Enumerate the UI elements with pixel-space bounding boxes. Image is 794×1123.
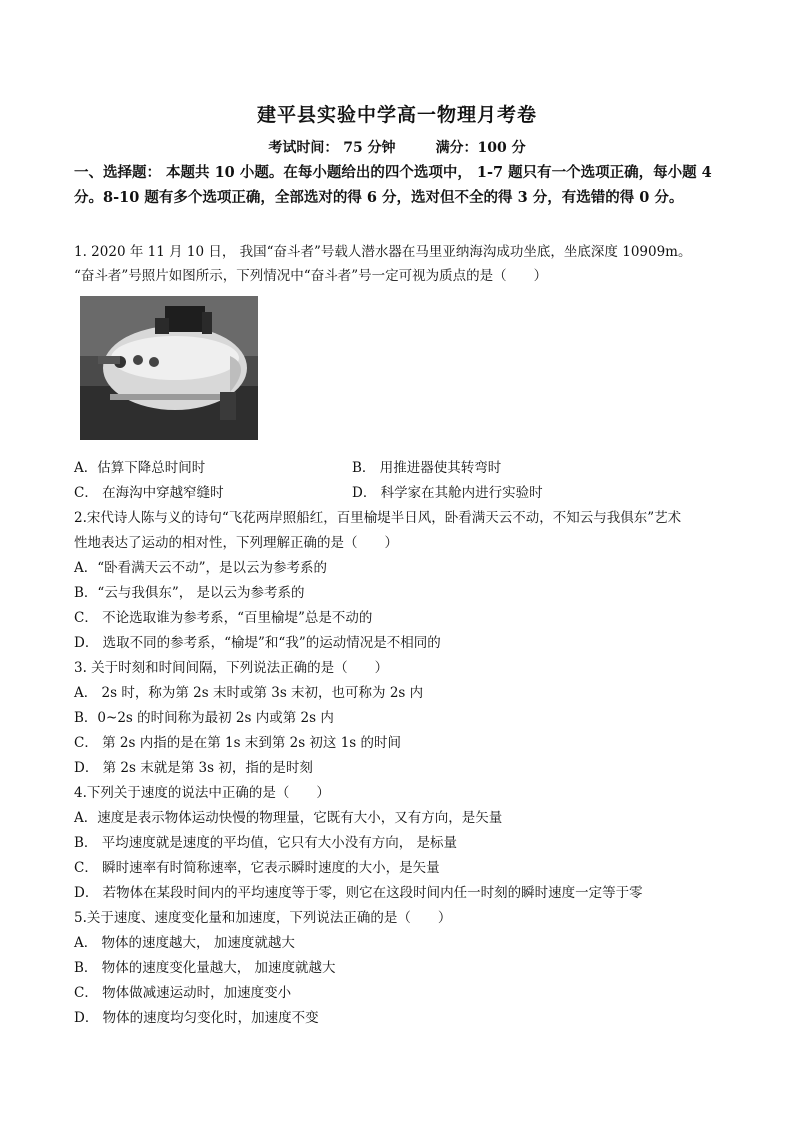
exam-time: 考试时间： 75 分钟 xyxy=(268,140,396,156)
q4-option-a: A．速度是表示物体运动快慢的物理量，它既有大小，又有方向，是矢量 xyxy=(74,810,503,826)
q3-option-d: D． 第 2s 末就是第 3s 初，指的是时刻 xyxy=(74,760,313,776)
q5-option-a: A． 物体的速度越大， 加速度就越大 xyxy=(74,935,295,951)
q5-stem-line-1: 5.关于速度、速度变化量和加速度，下列说法正确的是（ ） xyxy=(74,910,452,926)
q1-option-a: A．估算下降总时间时 xyxy=(74,460,206,476)
q1-option-b: B． 用推进器使其转弯时 xyxy=(352,460,502,476)
q2-stem-line-2: 性地表达了运动的相对性，下列理解正确的是（ ） xyxy=(74,535,398,551)
q2-option-b: B．“云与我俱东”， 是以云为参考系的 xyxy=(74,585,305,601)
q2-option-d: D． 选取不同的参考系，“榆堤”和“我”的运动情况是不相同的 xyxy=(74,635,441,651)
q2-option-a: A．“卧看满天云不动”，是以云为参考系的 xyxy=(74,560,328,576)
section-heading: 一、选择题： 本题共 10 小题。在每小题给出的四个选项中， 1-7 题只有一个选项正确，每小题 4 分。8-10 题有多个选项正确，全部选对的得 6 分，选对但不全的得 3 分，有选错的得 0 分。 xyxy=(74,164,712,206)
full-score: 满分：100 分 xyxy=(435,140,526,156)
q3-option-c: C． 第 2s 内指的是在第 1s 末到第 2s 初这 1s 的时间 xyxy=(74,735,402,751)
page-title: 建平县实验中学高一物理月考卷 xyxy=(256,104,537,126)
q4-option-c: C． 瞬时速率有时简称速率，它表示瞬时速度的大小，是矢量 xyxy=(74,860,440,876)
q5-option-d: D． 物体的速度均匀变化时，加速度不变 xyxy=(74,1010,319,1026)
q5-option-c: C． 物体做减速运动时，加速度变小 xyxy=(74,985,292,1001)
q4-stem-line-1: 4.下列关于速度的说法中正确的是（ ） xyxy=(74,785,330,801)
q2-option-c: C． 不论选取谁为参考系，“百里榆堤”总是不动的 xyxy=(74,610,373,626)
q3-stem-line-1: 3. 关于时刻和时间间隔，下列说法正确的是（ ） xyxy=(74,660,389,676)
q5-option-b: B． 物体的速度变化量越大， 加速度就越大 xyxy=(74,960,336,976)
exam-info xyxy=(0,137,794,157)
q2-stem-line-1: 2.宋代诗人陈与义的诗句“飞花两岸照船红，百里榆堤半日风，卧看满天云不动，不知云与我俱东”艺术 xyxy=(74,510,682,526)
q4-option-d: D． 若物体在某段时间内的平均速度等于零，则它在这段时间内任一时刻的瞬时速度一定等于零 xyxy=(74,885,643,901)
q1-option-c: C． 在海沟中穿越窄缝时 xyxy=(74,485,224,501)
q1-stem-line-1: 1. 2020 年 11 月 10 日， 我国“奋斗者”号载人潜水器在马里亚纳海沟成功坐底，坐底深度 10909m。 xyxy=(74,244,692,260)
q3-option-a: A． 2s 时，称为第 2s 末时或第 3s 末初，也可称为 2s 内 xyxy=(74,685,424,701)
q1-stem-line-2: “奋斗者”号照片如图所示，下列情况中“奋斗者”号一定可视为质点的是（ ） xyxy=(74,268,548,284)
submersible-photo xyxy=(80,296,258,440)
q3-option-b: B．0~2s 的时间称为最初 2s 内或第 2s 内 xyxy=(74,710,334,726)
q1-option-d: D． 科学家在其舱内进行实验时 xyxy=(352,485,543,501)
q4-option-b: B． 平均速度就是速度的平均值，它只有大小没有方向， 是标量 xyxy=(74,835,458,851)
